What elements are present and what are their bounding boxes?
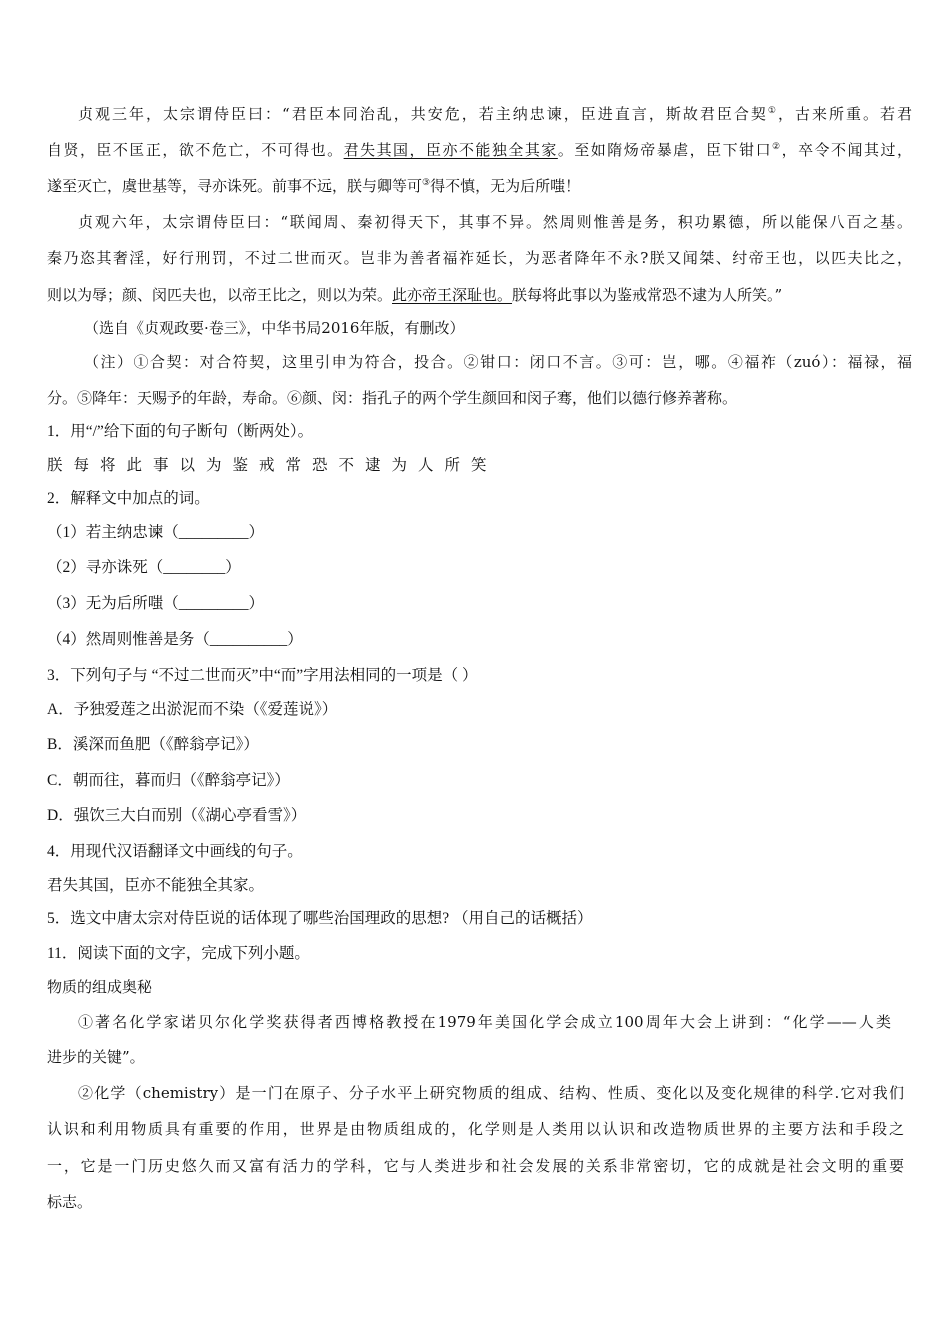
passage2-line: ①著名化学家诺贝尔化学奖获得者西博格教授在1979年美国化学会成立100周年大会上讲到：“化学——人类 [78,1013,891,1031]
question-5: 5．选文中唐太宗对侍臣说的话体现了哪些治国理政的思想? （用自己的话概括） [47,910,593,927]
source-citation: （选自《贞观政要·卷三》，中华书局2016年版，有删改） [84,319,465,337]
passage2-line: ②化学（chemistry）是一门在原子、分子水平上研究物质的组成、结构、性质、变化以及变化规律的科学.它对我们 [78,1084,904,1102]
underlined-sentence: 此亦帝王深耻也。 [392,286,513,304]
question-3-option-d: D．强饮三大白而别（《湖心亭看雪》） [47,807,307,824]
passage2-line: 标志。 [47,1193,93,1211]
question-3: 3．下列句子与 “不过二世而灭”中“而”字用法相同的一项是（ ） [47,667,478,684]
question-3-option-a: A．予独爱莲之出淤泥而不染（《爱莲说》） [47,701,338,718]
passage1-line: 自贤，臣不匡正，欲不危亡，不可得也。君失其国，臣亦不能独全其家。至如隋炀帝暴虐，臣下钳口②，卒令不闻其过， [47,141,912,159]
question-2-item: （2）寻亦诛死（________） [47,559,241,576]
passage2-line: 进步的关键”。 [47,1048,145,1066]
question-1: 1．用“/”给下面的句子断句（断两处）。 [47,423,314,440]
question-4: 4．用现代汉语翻译文中画线的句子。 [47,843,303,860]
annotation-line: 分。⑤降年：天赐予的年龄，寿命。⑥颜、闵：指孔子的两个学生颜回和闵子骞，他们以德行修养著称。 [47,389,738,407]
question-2-item: （4）然周则惟善是务（__________） [47,631,303,648]
question-11: 11．阅读下面的文字，完成下列小题。 [47,945,310,962]
question-1-sentence: 朕每将此事以为鉴戒常恐不逮为人所笑 [47,457,498,474]
passage2-line: 认识和利用物质具有重要的作用，世界是由物质组成的，化学则是人类用以认识和改造物质世界的主要方法和手段之 [47,1120,904,1138]
passage2-line: 一，它是一门历史悠久而又富有活力的学科，它与人类进步和社会发展的关系非常密切，它的成就是社会文明的重要 [47,1157,904,1175]
passage1-line: 贞观六年，太宗谓侍臣曰：“联闻周、秦初得天下，其事不异。然周则惟善是务，积功累德，所以能保八百之基。 [78,213,912,231]
question-2-item: （1）若主纳忠谏（_________） [47,524,265,541]
question-3-option-b: B．溪深而鱼肥（《醉翁亭记》） [47,736,259,753]
question-2: 2．解释文中加点的词。 [47,490,210,507]
passage1-line: 贞观三年，太宗谓侍臣曰：“君臣本同治乱，共安危，若主纳忠谏，臣进直言，斯故君臣合契①，古来所重。若君 [78,105,912,123]
question-2-item: （3）无为后所嗤（_________） [47,595,265,612]
question-4-sentence: 君失其国，臣亦不能独全其家。 [47,877,265,894]
question-3-option-c: C．朝而往，暮而归（《醉翁亭记》） [47,772,290,789]
passage1-line: 则以为辱；颜、闵匹夫也，以帝王比之，则以为荣。此亦帝王深耻也。朕每将此事以为鉴戒常恐不逮为人所笑。” [47,286,783,304]
passage2-title: 物质的组成奥秘 [47,978,153,996]
underlined-sentence: 君失其国，臣亦不能独全其家 [343,141,558,159]
passage1-line: 遂至灭亡，虞世基等，寻亦诛死。前事不远，朕与卿等可③得不慎，无为后所嗤！ [47,177,581,195]
passage1-line: 秦乃恣其奢淫，好行刑罚，不过二世而灭。岂非为善者福祚延长，为恶者降年不永?朕又闻桀、纣帝王也，以匹夫比之， [47,249,912,267]
annotation-line: （注）①合契：对合符契，这里引申为符合，投合。②钳口：闭口不言。③可：岂，哪。④福祚（zuó）：福禄，福 [84,353,912,371]
